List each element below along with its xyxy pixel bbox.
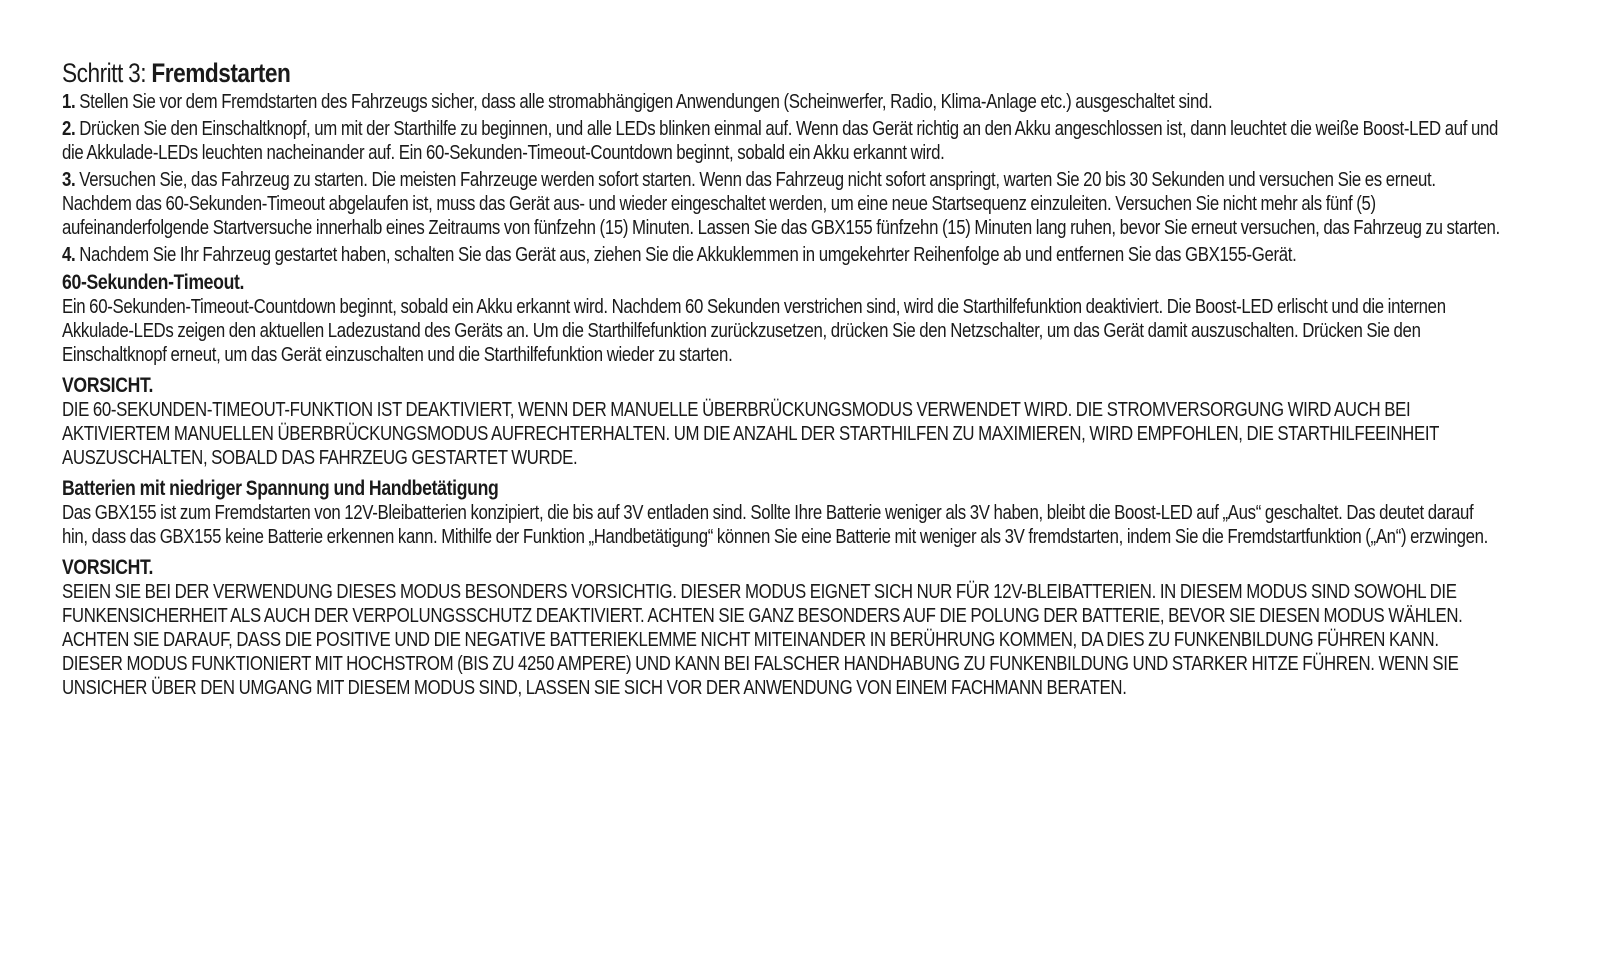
- low-voltage-text: Das GBX155 ist zum Fremdstarten von 12V-Bleibatterien konzipiert, die bis auf 3V entladen sind. Sollte Ihre Batterie weniger als 3V haben, bleibt die Boost-LED auf „Aus“ geschaltet. Das deutet darauf hin, dass das GBX155 keine Batterie erkennen kann. Mithilfe der Funktion „Handbetätigung“ können Sie eine Batterie mit weniger als 3V fremdstarten, indem Sie die Fremdstartfunktion („An“) erzwingen.: [62, 502, 1489, 548]
- step-number: 4.: [62, 244, 76, 266]
- title-prefix: Schritt 3:: [62, 58, 152, 88]
- caution-heading-2: VORSICHT.: [62, 556, 154, 579]
- step-3: [62, 168, 1502, 240]
- step-number: 1.: [62, 91, 76, 113]
- step-2: [62, 117, 1502, 165]
- step-number: 3.: [62, 169, 76, 191]
- timeout-heading: 60-Sekunden-Timeout.: [62, 271, 245, 294]
- caution-text-1: DIE 60-SEKUNDEN-TIMEOUT-FUNKTION IST DEAKTIVIERT, WENN DER MANUELLE ÜBERBRÜCKUNGSMODUS VERWENDET WIRD. DIE STROMVERSORGUNG WIRD AUCH BEI AKTIVIERTEM MANUELLEN ÜBERBRÜCKUNGSMODUS AUFRECHTERHALTEN. UM DIE ANZAHL DER STARTHILFEN ZU MAXIMIEREN, WIRD EMPFOHLEN, DIE STARTHILFEEINHEIT AUSZUSCHALTEN, SOBALD DAS FAHRZEUG GESTARTET WURDE.: [62, 399, 1439, 469]
- step-number: 2.: [62, 118, 76, 140]
- title-bold: Fremdstarten: [151, 58, 291, 88]
- caution-text-2: SEIEN SIE BEI DER VERWENDUNG DIESES MODUS BESONDERS VORSICHTIG. DIESER MODUS EIGNET SICH NUR FÜR 12V-BLEIBATTERIEN. IN DIESEM MODUS SIND SOWOHL DIE FUNKENSICHERHEIT ALS AUCH DER VERPOLUNGSSCHUTZ DEAKTIVIERT. ACHTEN SIE GANZ BESONDERS AUF DIE POLUNG DER BATTERIE, BEVOR SIE DIESEN MODUS WÄHLEN. ACHTEN SIE DARAUF, DASS DIE POSITIVE UND DIE NEGATIVE BATTERIEKLEMME NICHT MITEINANDER IN BERÜHRUNG KOMMEN, DA DIES ZU FUNKENBILDUNG FÜHREN KANN. DIESER MODUS FUNKTIONIERT MIT HOCHSTROM (BIS ZU 4250 AMPERE) UND KANN BEI FALSCHER HANDHABUNG ZU FUNKENBILDUNG UND STARKER HITZE FÜHREN. WENN SIE UNSICHER ÜBER DEN UMGANG MIT DIESEM MODUS SIND, LASSEN SIE SICH VOR DER ANWENDUNG VON EINEM FACHMANN BERATEN.: [62, 581, 1463, 699]
- step-1: [62, 90, 1502, 114]
- caution-heading-1: VORSICHT.: [62, 374, 154, 397]
- document-page: [62, 58, 1502, 706]
- timeout-text: Ein 60-Sekunden-Timeout-Countdown beginnt, sobald ein Akku erkannt wird. Nachdem 60 Sekunden verstrichen sind, wird die Starthilfefunktion deaktiviert. Die Boost-LED erlischt und die internen Akkulade-LEDs zeigen den aktuellen Ladezustand des Geräts an. Um die Starthilfefunktion zurückzusetzen, drücken Sie den Netzschalter, um das Gerät damit auszuschalten. Drücken Sie den Einschaltknopf erneut, um das Gerät einzuschalten und die Starthilfefunktion wieder zu starten.: [62, 296, 1446, 366]
- step-4: [62, 243, 1502, 267]
- page-title: [62, 58, 1502, 88]
- step-text: Drücken Sie den Einschaltknopf, um mit der Starthilfe zu beginnen, und alle LEDs blinken einmal auf. Wenn das Gerät richtig an den Akku angeschlossen ist, dann leuchtet die weiße Boost-LED auf und die Akkulade-LEDs leuchten nacheinander auf. Ein 60-Sekunden-Timeout-Countdown beginnt, sobald ein Akku erkannt wird.: [62, 118, 1499, 164]
- step-text: Stellen Sie vor dem Fremdstarten des Fahrzeugs sicher, dass alle stromabhängigen Anwendungen (Scheinwerfer, Radio, Klima-Anlage etc.) ausgeschaltet sind.: [75, 91, 1213, 113]
- step-text: Nachdem Sie Ihr Fahrzeug gestartet haben, schalten Sie das Gerät aus, ziehen Sie die Akkuklemmen in umgekehrter Reihenfolge ab und entfernen Sie das GBX155-Gerät.: [75, 244, 1297, 266]
- step-text: Versuchen Sie, das Fahrzeug zu starten. Die meisten Fahrzeuge werden sofort starten. Wenn das Fahrzeug nicht sofort anspringt, warten Sie 20 bis 30 Sekunden und versuchen Sie es erneut. Nachdem das 60-Sekunden-Timeout abgelaufen ist, muss das Gerät aus- und wieder eingeschaltet werden, um eine neue Startsequenz einzuleiten. Versuchen Sie nicht mehr als fünf (5) aufeinanderfolgende Startversuche innerhalb eines Zeitraums von fünfzehn (15) Minuten. Lassen Sie das GBX155 fünfzehn (15) Minuten lang ruhen, bevor Sie erneut versuchen, das Fahrzeug zu starten.: [62, 169, 1500, 239]
- low-voltage-heading: Batterien mit niedriger Spannung und Handbetätigung: [62, 477, 499, 500]
